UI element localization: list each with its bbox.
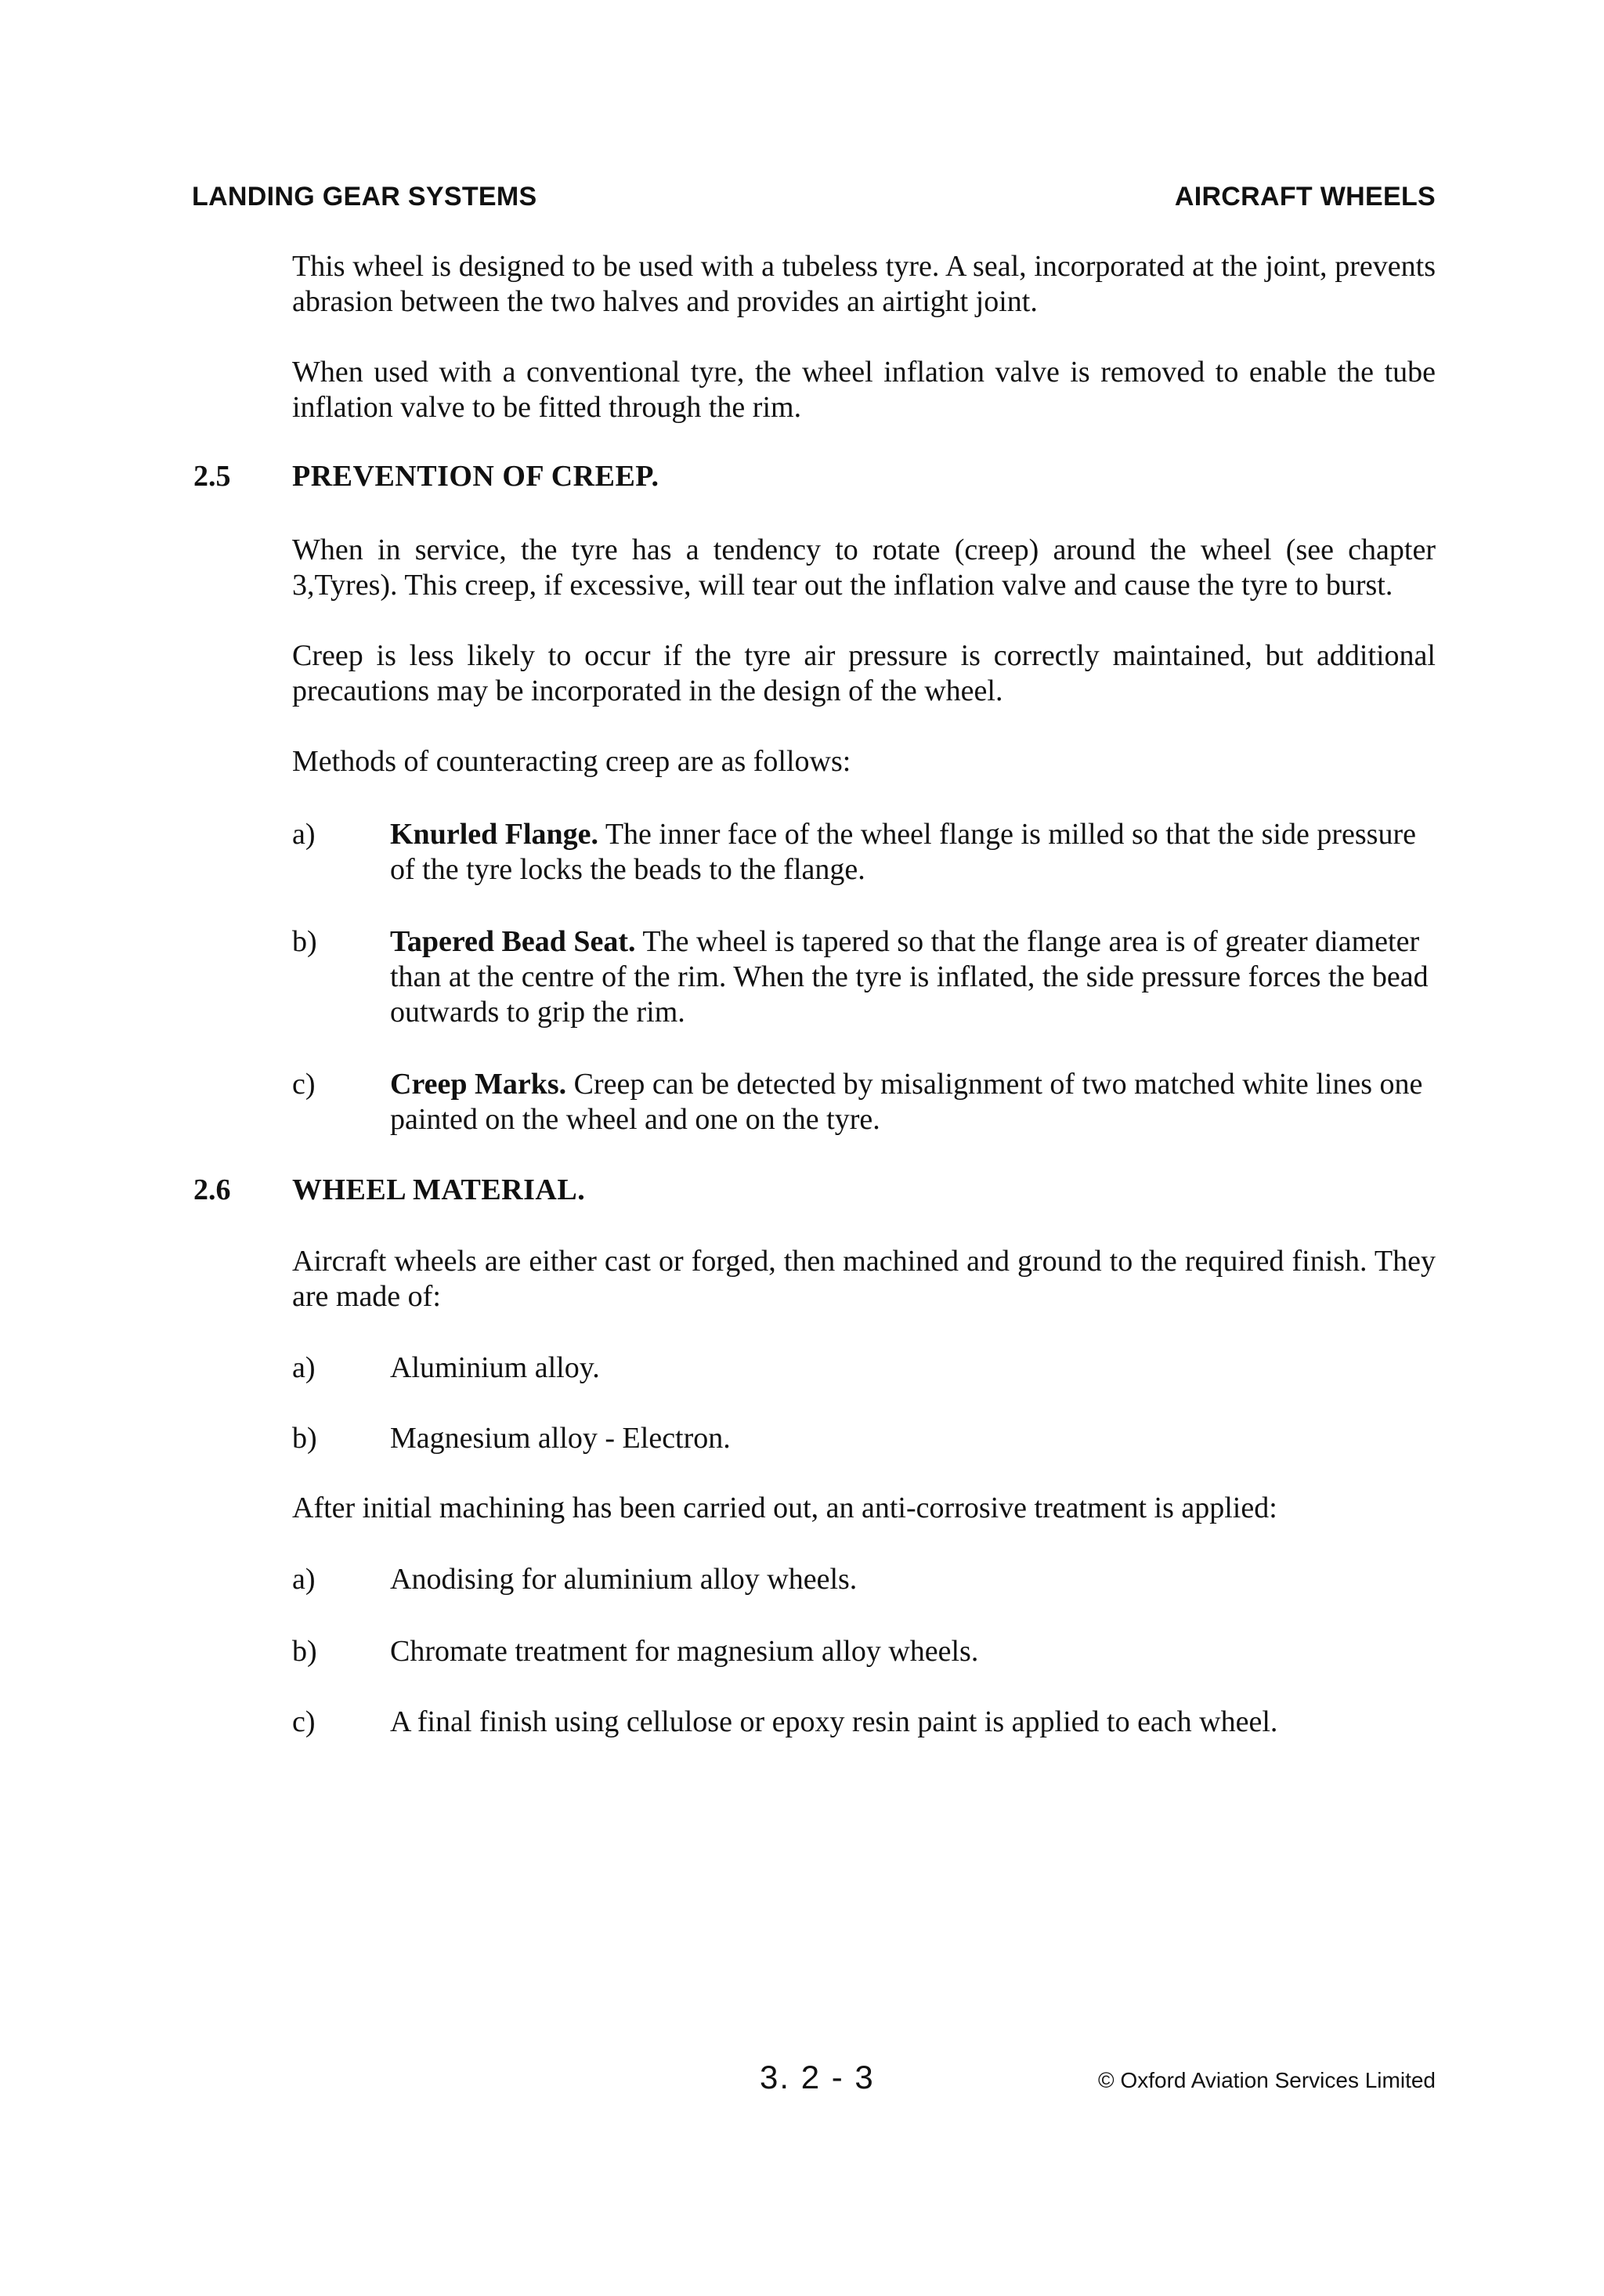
- list-item-term: Creep Marks.: [390, 1068, 567, 1101]
- list-item-term: Knurled Flange.: [390, 818, 599, 851]
- list-item-body: [390, 924, 1443, 1030]
- list-item-label: a): [292, 818, 316, 851]
- list-item-text: Creep can be detected by misalignment of two matched white lines one painted on the wheel and one on the tyre.: [390, 1068, 1423, 1136]
- list-item-label: b): [292, 1635, 317, 1668]
- header-topic-title: AIRCRAFT WHEELS: [1174, 182, 1436, 212]
- list-item-label: a): [292, 1563, 316, 1596]
- list-item-text: Magnesium alloy - Electron.: [390, 1422, 731, 1455]
- list-item-text: Anodising for aluminium alloy wheels.: [390, 1563, 858, 1596]
- section-number: 2.5: [193, 460, 231, 493]
- creep-paragraph-1: When in service, the tyre has a tendency to rotate (creep) around the wheel (see chapter 3,Tyres). This creep, if excessive, will tear out the inflation valve and cause the tyre to burst.: [292, 533, 1436, 602]
- list-item-label: c): [292, 1068, 316, 1101]
- list-item-text: The inner face of the wheel flange is milled so that the side pressure of the tyre locks the beads to the flange.: [390, 818, 1416, 886]
- list-item-label: b): [292, 925, 317, 958]
- list-item-text: A final finish using cellulose or epoxy resin paint is applied to each wheel.: [390, 1705, 1278, 1738]
- page-number: 3. 2 - 3: [760, 2059, 875, 2095]
- list-item-term: Tapered Bead Seat.: [390, 925, 636, 958]
- list-item-text: Chromate treatment for magnesium alloy wheels.: [390, 1635, 979, 1668]
- intro-paragraph-2: When used with a conventional tyre, the wheel inflation valve is removed to enable the tube inflation valve to be fitted through the rim.: [292, 356, 1436, 424]
- list-item-text: The wheel is tapered so that the flange area is of greater diameter than at the centre of the rim. When the tyre is inflated, the side pressure forces the bead outwards to grip the rim.: [390, 925, 1429, 1029]
- list-item-body: [390, 1067, 1443, 1137]
- section-title: WHEEL MATERIAL.: [292, 1173, 586, 1206]
- section-title: PREVENTION OF CREEP.: [292, 460, 659, 493]
- copyright-notice: © Oxford Aviation Services Limited: [1098, 2068, 1436, 2092]
- list-item-label: a): [292, 1351, 316, 1384]
- creep-paragraph-2: Creep is less likely to occur if the tyre air pressure is correctly maintained, but additional precautions may be incorporated in the design of the wheel.: [292, 639, 1436, 707]
- material-paragraph-1: Aircraft wheels are either cast or forged, then machined and ground to the required finish. They are made of:: [292, 1245, 1436, 1313]
- list-item-label: b): [292, 1422, 317, 1455]
- intro-paragraph-1: This wheel is designed to be used with a tubeless tyre. A seal, incorporated at the joint, prevents abrasion between the two halves and provides an airtight joint.: [292, 250, 1436, 318]
- list-item-label: c): [292, 1705, 316, 1738]
- material-paragraph-2: After initial machining has been carried out, an anti-corrosive treatment is applied:: [292, 1491, 1277, 1524]
- header-chapter-title: LANDING GEAR SYSTEMS: [192, 182, 537, 212]
- creep-paragraph-3: Methods of counteracting creep are as follows:: [292, 745, 851, 778]
- list-item-body: [390, 817, 1443, 888]
- section-number: 2.6: [193, 1173, 231, 1206]
- list-item-text: Aluminium alloy.: [390, 1351, 600, 1384]
